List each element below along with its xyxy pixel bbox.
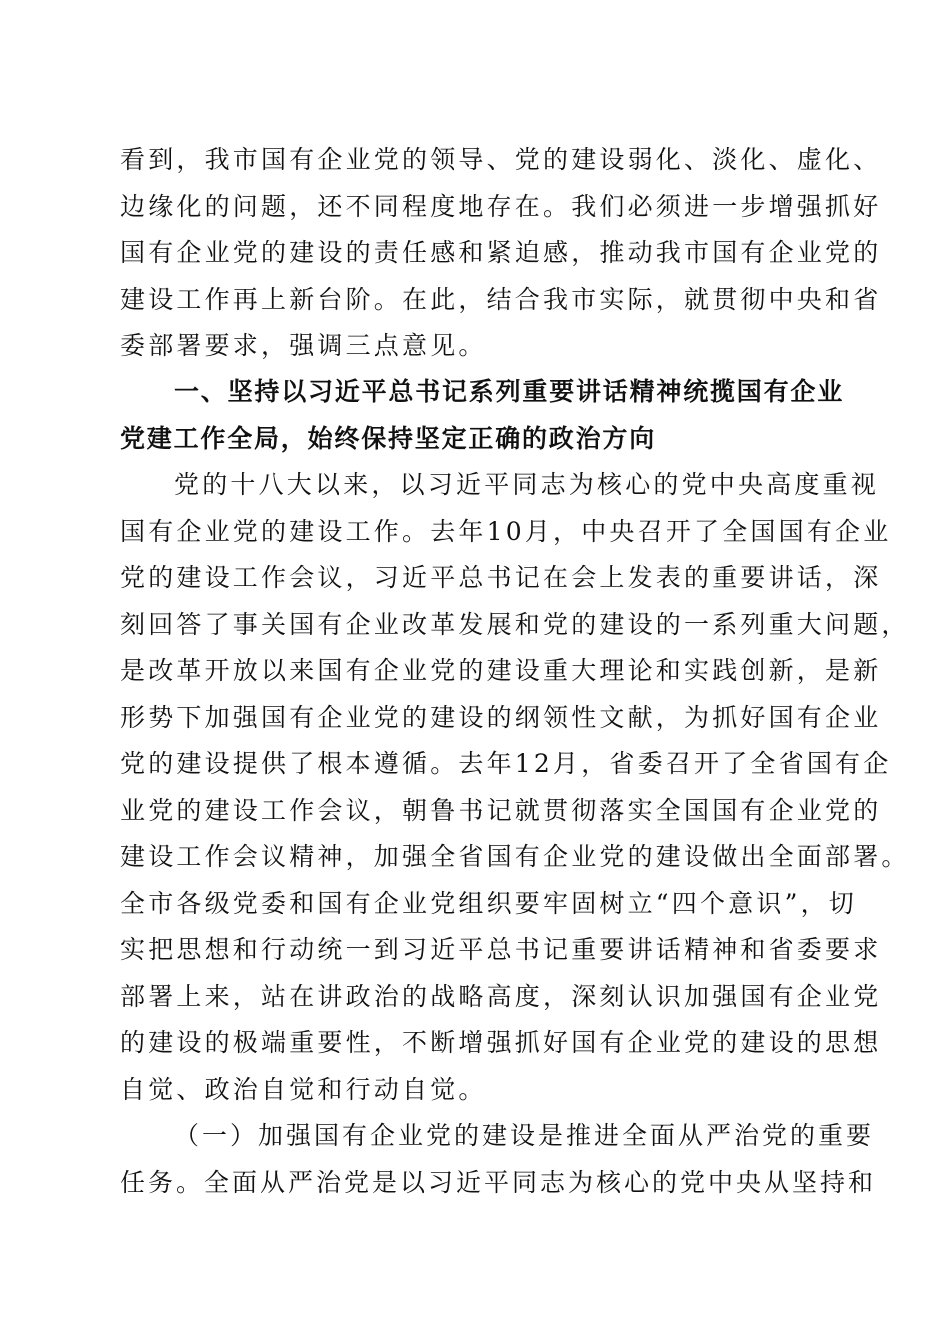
text-line: 刻回答了事关国有企业改革发展和党的建设的一系列重大问题，: [120, 609, 910, 639]
text-line: （一）加强国有企业党的建设是推进全面从严治党的重要: [174, 1121, 875, 1150]
paragraph-subsection: [120, 1113, 877, 1206]
heading-line: 党建工作全局，始终保持坚定正确的政治方向: [120, 423, 657, 453]
text-line: 实把思想和行动统一到习近平总书记重要讲话精神和省委要求: [120, 935, 882, 964]
text-line: 党的十八大以来，以习近平同志为核心的党中央高度重视: [174, 470, 880, 499]
section-heading-1: [120, 369, 845, 462]
text-line: 委部署要求，强调三点意见。: [120, 331, 487, 360]
text-line: 看到，我市国有企业党的领导、党的建设弱化、淡化、虚化、: [120, 145, 882, 174]
text-line: 自觉、政治自觉和行动自觉。: [120, 1074, 487, 1104]
text-line: 国有企业党的建设的责任感和紧迫感，推动我市国有企业党的: [120, 238, 882, 267]
text-line: 形势下加强国有企业党的建设的纲领性文献，为抓好国有企业: [120, 702, 882, 732]
text-line: 全市各级党委和国有企业党组织要牢固树立“四个意识”，切: [120, 888, 857, 918]
text-line: 部署上来，站在讲政治的战略高度，深刻认识加强国有企业党: [120, 981, 882, 1011]
text-line: 建设工作再上新台阶。在此，结合我市实际，就贯彻中央和省: [120, 284, 882, 314]
heading-line: 一、坚持以习近平总书记系列重要讲话精神统揽国有企业: [174, 377, 845, 406]
text-line: 业党的建设工作会议，朝鲁书记就贯彻落实全国国有企业党的: [120, 795, 882, 825]
text-line: 是改革开放以来国有企业党的建设重大理论和实践创新，是新: [120, 656, 882, 685]
text-line: 国有企业党的建设工作。去年10月，中央召开了全国国有企业: [120, 516, 892, 546]
text-line: 任务。全面从严治党是以习近平同志为核心的党中央从坚持和: [120, 1167, 877, 1197]
paragraph-body: [120, 462, 910, 1113]
text-line: 边缘化的问题，还不同程度地存在。我们必须进一步增强抓好: [120, 191, 882, 221]
text-line: 党的建设工作会议，习近平总书记在会上发表的重要讲话，深: [120, 563, 882, 592]
text-line: 党的建设提供了根本遵循。去年12月，省委召开了全省国有企: [120, 749, 892, 778]
text-line: 建设工作会议精神，加强全省国有企业党的建设做出全面部署。: [120, 842, 910, 871]
text-line: 的建设的极端重要性，不断增强抓好国有企业党的建设的思想: [120, 1028, 882, 1057]
paragraph-intro: [120, 137, 882, 370]
